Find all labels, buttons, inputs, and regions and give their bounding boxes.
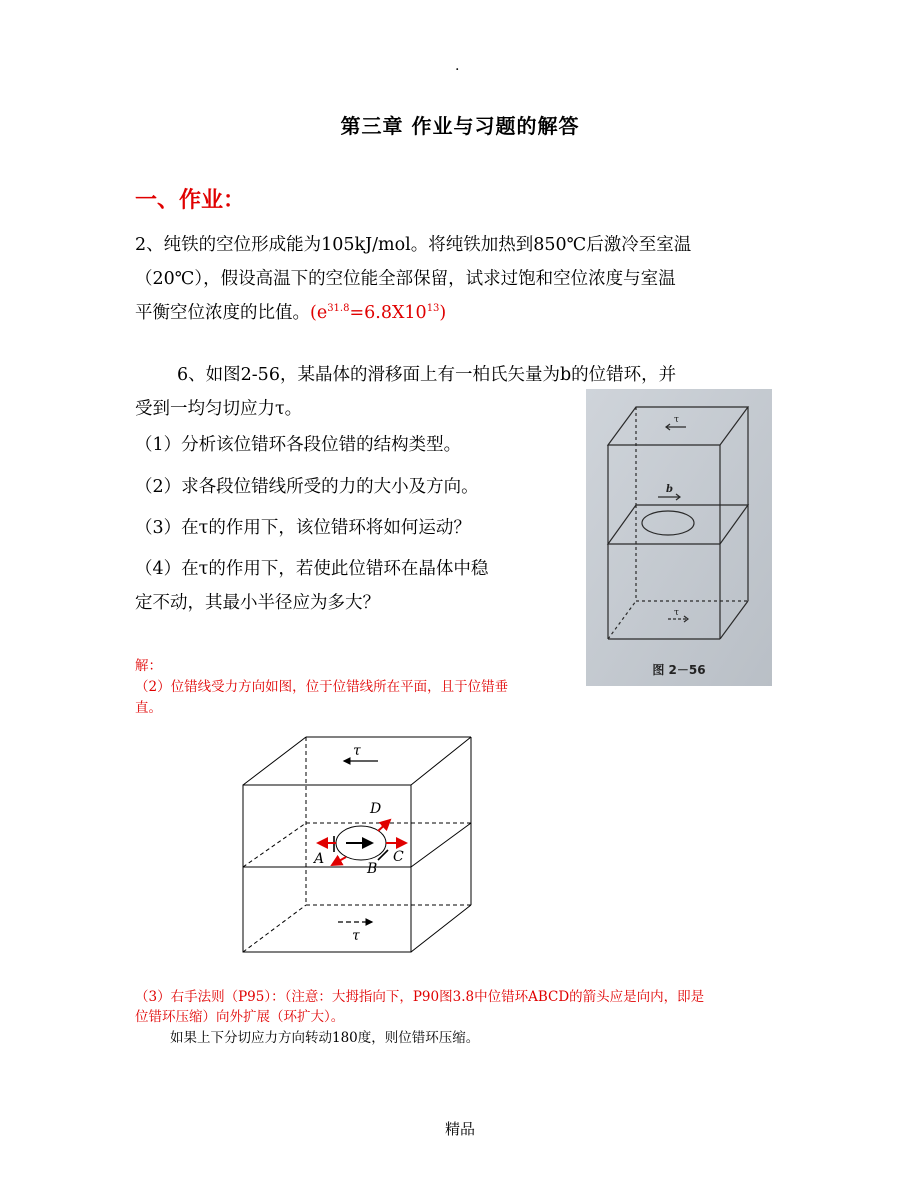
diagram-tau-bottom: τ [352, 928, 360, 944]
question-3: （3）在τ的作用下，该位错环将如何运动？ [135, 518, 471, 538]
photo-caption: 图 2－56 [652, 663, 706, 677]
diagram-tau-top: τ [353, 743, 361, 759]
problem-2-hint [310, 303, 446, 323]
question-2: （2）求各段位错线所受的力的大小及方向。 [135, 477, 479, 497]
hint-exponent-2: 13 [426, 303, 440, 314]
solution-3-line1: （3）右手法则（P95）：（注意：大拇指向下，P90图3.8中位错环ABCD的箭头应是向内，即是 [135, 989, 705, 1005]
figure-2-56-photo [586, 389, 772, 686]
solution-2-line2: 直。 [135, 700, 162, 716]
diagram-label-A: A [314, 851, 325, 867]
diagram-label-D: D [370, 801, 382, 817]
hint-prefix: (e [310, 303, 328, 323]
section-heading: 一、作业： [135, 188, 246, 213]
hint-exponent: 31.8 [327, 303, 350, 314]
question-4-line2: 定不动，其最小半径应为多大？ [135, 593, 380, 613]
hint-mid: =6.8X10 [349, 303, 427, 323]
photo-tau-bottom: τ [674, 608, 679, 618]
page-footer: 精品 [444, 1120, 475, 1138]
problem-2-line3-text: 平衡空位浓度的比值。 [135, 303, 310, 323]
photo-tau-top: τ [674, 415, 679, 425]
problem-6-line2: 受到一均匀切应力τ。 [135, 399, 303, 419]
problem-2-line3 [135, 296, 691, 330]
photo-b-label: b [666, 484, 673, 495]
hint-suffix: ) [439, 303, 447, 323]
question-4-line1: （4）在τ的作用下，若使此位错环在晶体中稳 [135, 559, 489, 579]
diagram-label-C: C [393, 849, 404, 865]
problem-2-line2: （20℃），假设高温下的空位能全部保留，试求过饱和空位浓度与室温 [135, 269, 676, 289]
problem-2 [135, 228, 691, 330]
problem-6-line1: 6、如图2-56，某晶体的滑移面上有一柏氏矢量为b的位错环，并 [177, 365, 677, 385]
question-1: （1）分析该位错环各段位错的结构类型。 [135, 435, 462, 455]
header-dot: . [455, 58, 460, 74]
solution-label: 解： [135, 658, 162, 674]
page-title: 第三章 作业与习题的解答 [340, 114, 580, 138]
solution-2-line1: （2）位错线受力方向如图，位于位错线所在平面，且于位错垂 [135, 679, 509, 695]
diagram-label-B: B [367, 861, 378, 877]
solution-3-line3: 如果上下分切应力方向转动180度，则位错环压缩。 [170, 1030, 480, 1046]
problem-2-line1: 2、纯铁的空位形成能为105kJ/mol。将纯铁加热到850℃后激冷至室温 [135, 235, 692, 255]
dislocation-loop-diagram [238, 735, 473, 955]
solution-3-line2: 位错环压缩）向外扩展（环扩大）。 [135, 1009, 345, 1025]
